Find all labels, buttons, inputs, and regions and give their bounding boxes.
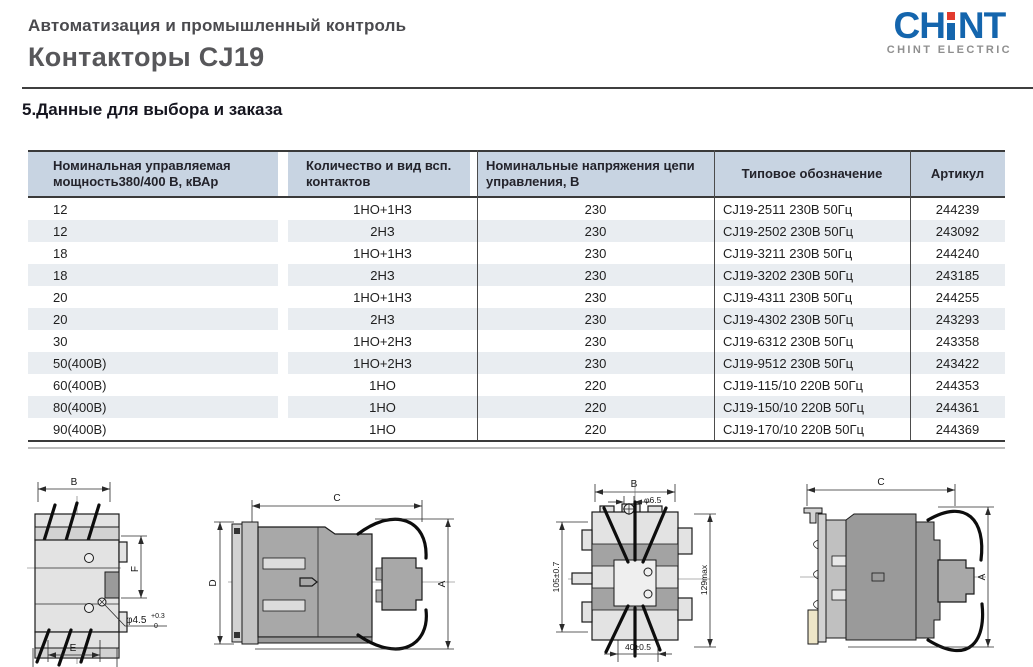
logo-i-bar-icon [947, 23, 955, 40]
table-row [28, 264, 1005, 286]
row-gap [278, 308, 288, 330]
table-body [28, 198, 1005, 442]
table-cell-voltage: 220 [584, 377, 607, 393]
chint-logo [886, 5, 1012, 56]
row-gap [278, 418, 288, 440]
table-cell-type: CJ19-2511 230В 50Гц [723, 201, 853, 217]
table-cell-power: 90(400В) [53, 421, 107, 437]
column-header-voltage: Номинальные напряжения цепи управления, В [477, 152, 714, 196]
table-cell-contacts: 1НО+1НЗ [353, 201, 412, 217]
table-cell-article: 244239 [935, 201, 980, 217]
header [28, 16, 406, 73]
table-row [28, 330, 1005, 352]
logo-subtext: CHINT ELECTRIC [886, 44, 1012, 56]
row-gap [278, 352, 288, 374]
table-row [28, 374, 1005, 396]
table-cell-contacts: 2НЗ [288, 264, 477, 286]
dim-label-a: A [977, 573, 988, 581]
dim-label-d: D [208, 579, 219, 587]
dim-label-129max: 129max [699, 564, 709, 596]
hole-dia-label: φ6.5 [644, 495, 662, 505]
row-gap [278, 396, 288, 418]
table-cell-type: CJ19-4311 230В 50Гц [723, 289, 853, 305]
table-cell-article: 243293 [910, 308, 1005, 330]
table-row [28, 220, 1005, 242]
hole-tol-lower: 0 [154, 623, 158, 630]
table-cell-contacts: 2НЗ [288, 220, 477, 242]
table-row [28, 198, 1005, 220]
logo-red-dot-icon [947, 12, 955, 20]
row-gap [278, 198, 288, 220]
table-cell-type: CJ19-3211 230В 50Гц [723, 245, 853, 261]
header-gap [278, 152, 288, 196]
table-cell-article: 244255 [935, 289, 980, 305]
table-cell-article: 244353 [935, 377, 980, 393]
row-gap [278, 374, 288, 396]
dim-label-b: B [70, 477, 78, 488]
row-gap [278, 330, 288, 352]
table-cell-power: 12 [28, 220, 278, 242]
hole-tol-upper: +0.3 [151, 613, 165, 620]
logo-wordmark [887, 5, 1012, 47]
table-cell-voltage: 230 [584, 201, 607, 217]
table-cell-voltage: 220 [584, 421, 607, 437]
column-divider [714, 150, 715, 440]
table-cell-power: 30 [53, 333, 68, 349]
table-cell-type: CJ19-2502 230В 50Гц [714, 220, 910, 242]
table-row [28, 242, 1005, 264]
dim-label-b: B [630, 479, 638, 490]
table-cell-article: 243092 [910, 220, 1005, 242]
table-cell-type: CJ19-3202 230В 50Гц [714, 264, 910, 286]
hole-dia-label: φ4.5 [126, 615, 147, 626]
table-row [28, 352, 1005, 374]
table-cell-article: 243358 [935, 333, 980, 349]
table-row [28, 418, 1005, 440]
dim-label-40: 40±0.5 [625, 642, 651, 652]
column-header-power: Номинальная управляемая мощность380/400 В, кВАр [28, 152, 278, 196]
table-cell-power: 80(400В) [28, 396, 278, 418]
table-cell-contacts: 1НО [288, 396, 477, 418]
table-cell-voltage: 230 [477, 352, 714, 374]
table-cell-type: CJ19-170/10 220В 50Гц [723, 421, 864, 437]
dim-label-c: C [333, 493, 341, 504]
dimension-drawing-side-small [200, 472, 460, 667]
dimension-drawing-side-large [788, 472, 1033, 667]
table-cell-contacts: 2НЗ [288, 308, 477, 330]
table-cell-voltage: 230 [477, 220, 714, 242]
table-cell-voltage: 230 [477, 264, 714, 286]
table-cell-power: 12 [53, 201, 68, 217]
column-header-article: Артикул [910, 152, 1005, 196]
table-cell-type: CJ19-150/10 220В 50Гц [714, 396, 910, 418]
table-cell-voltage: 230 [584, 333, 607, 349]
dim-label-e: E [69, 643, 77, 654]
table-cell-contacts: 1НО+2НЗ [288, 352, 477, 374]
table-cell-voltage: 230 [584, 289, 607, 305]
bottom-divider [28, 447, 1005, 449]
dimension-drawing-front-large [548, 472, 796, 667]
header-divider [22, 87, 1033, 89]
table-row [28, 396, 1005, 418]
logo-text-left: CH [893, 5, 945, 47]
table-row [28, 286, 1005, 308]
row-gap [278, 242, 288, 264]
table-cell-type: CJ19-9512 230В 50Гц [714, 352, 910, 374]
dim-label-a: A [437, 580, 448, 588]
row-gap [278, 264, 288, 286]
table-cell-power: 18 [53, 245, 68, 261]
table-cell-article: 244369 [935, 421, 980, 437]
row-gap [278, 286, 288, 308]
table-cell-power: 20 [53, 289, 68, 305]
table-cell-type: CJ19-4302 230В 50Гц [714, 308, 910, 330]
logo-i-icon [947, 12, 956, 40]
table-cell-voltage: 220 [477, 396, 714, 418]
table-cell-power: 20 [28, 308, 278, 330]
dim-label-c: C [877, 477, 885, 488]
row-gap [278, 220, 288, 242]
table-cell-type: CJ19-115/10 220В 50Гц [723, 377, 864, 393]
table-cell-voltage: 230 [584, 245, 607, 261]
table-cell-contacts: 1НО [369, 421, 396, 437]
table-header-row [28, 150, 1005, 198]
table-cell-article: 243422 [910, 352, 1005, 374]
table-cell-contacts: 1НО+1НЗ [353, 289, 412, 305]
table-cell-article: 244240 [935, 245, 980, 261]
table-cell-power: 50(400В) [28, 352, 278, 374]
table-cell-power: 18 [28, 264, 278, 286]
section-title: 5.Данные для выбора и заказа [22, 100, 283, 119]
column-header-type: Типовое обозначение [714, 152, 910, 196]
table-cell-contacts: 1НО+2НЗ [353, 333, 412, 349]
table-cell-contacts: 1НО+1НЗ [353, 245, 412, 261]
column-header-contacts: Количество и вид всп. контактов [288, 152, 470, 196]
selection-order-table [28, 150, 1005, 442]
logo-text-right: NT [957, 5, 1006, 47]
column-divider [910, 150, 911, 440]
category-title: Автоматизация и промышленный контроль [28, 16, 407, 35]
table-cell-type: CJ19-6312 230В 50Гц [723, 333, 854, 349]
dim-label-105: 105±0.7 [551, 561, 561, 593]
column-divider [477, 150, 478, 440]
table-cell-article: 243185 [910, 264, 1005, 286]
dim-label-f: F [130, 565, 141, 573]
table-cell-voltage: 230 [477, 308, 714, 330]
table-cell-article: 244361 [910, 396, 1005, 418]
table-row [28, 308, 1005, 330]
table-cell-contacts: 1НО [369, 377, 396, 393]
page-title: Контакторы CJ19 [28, 42, 265, 72]
table-cell-power: 60(400В) [53, 377, 107, 393]
